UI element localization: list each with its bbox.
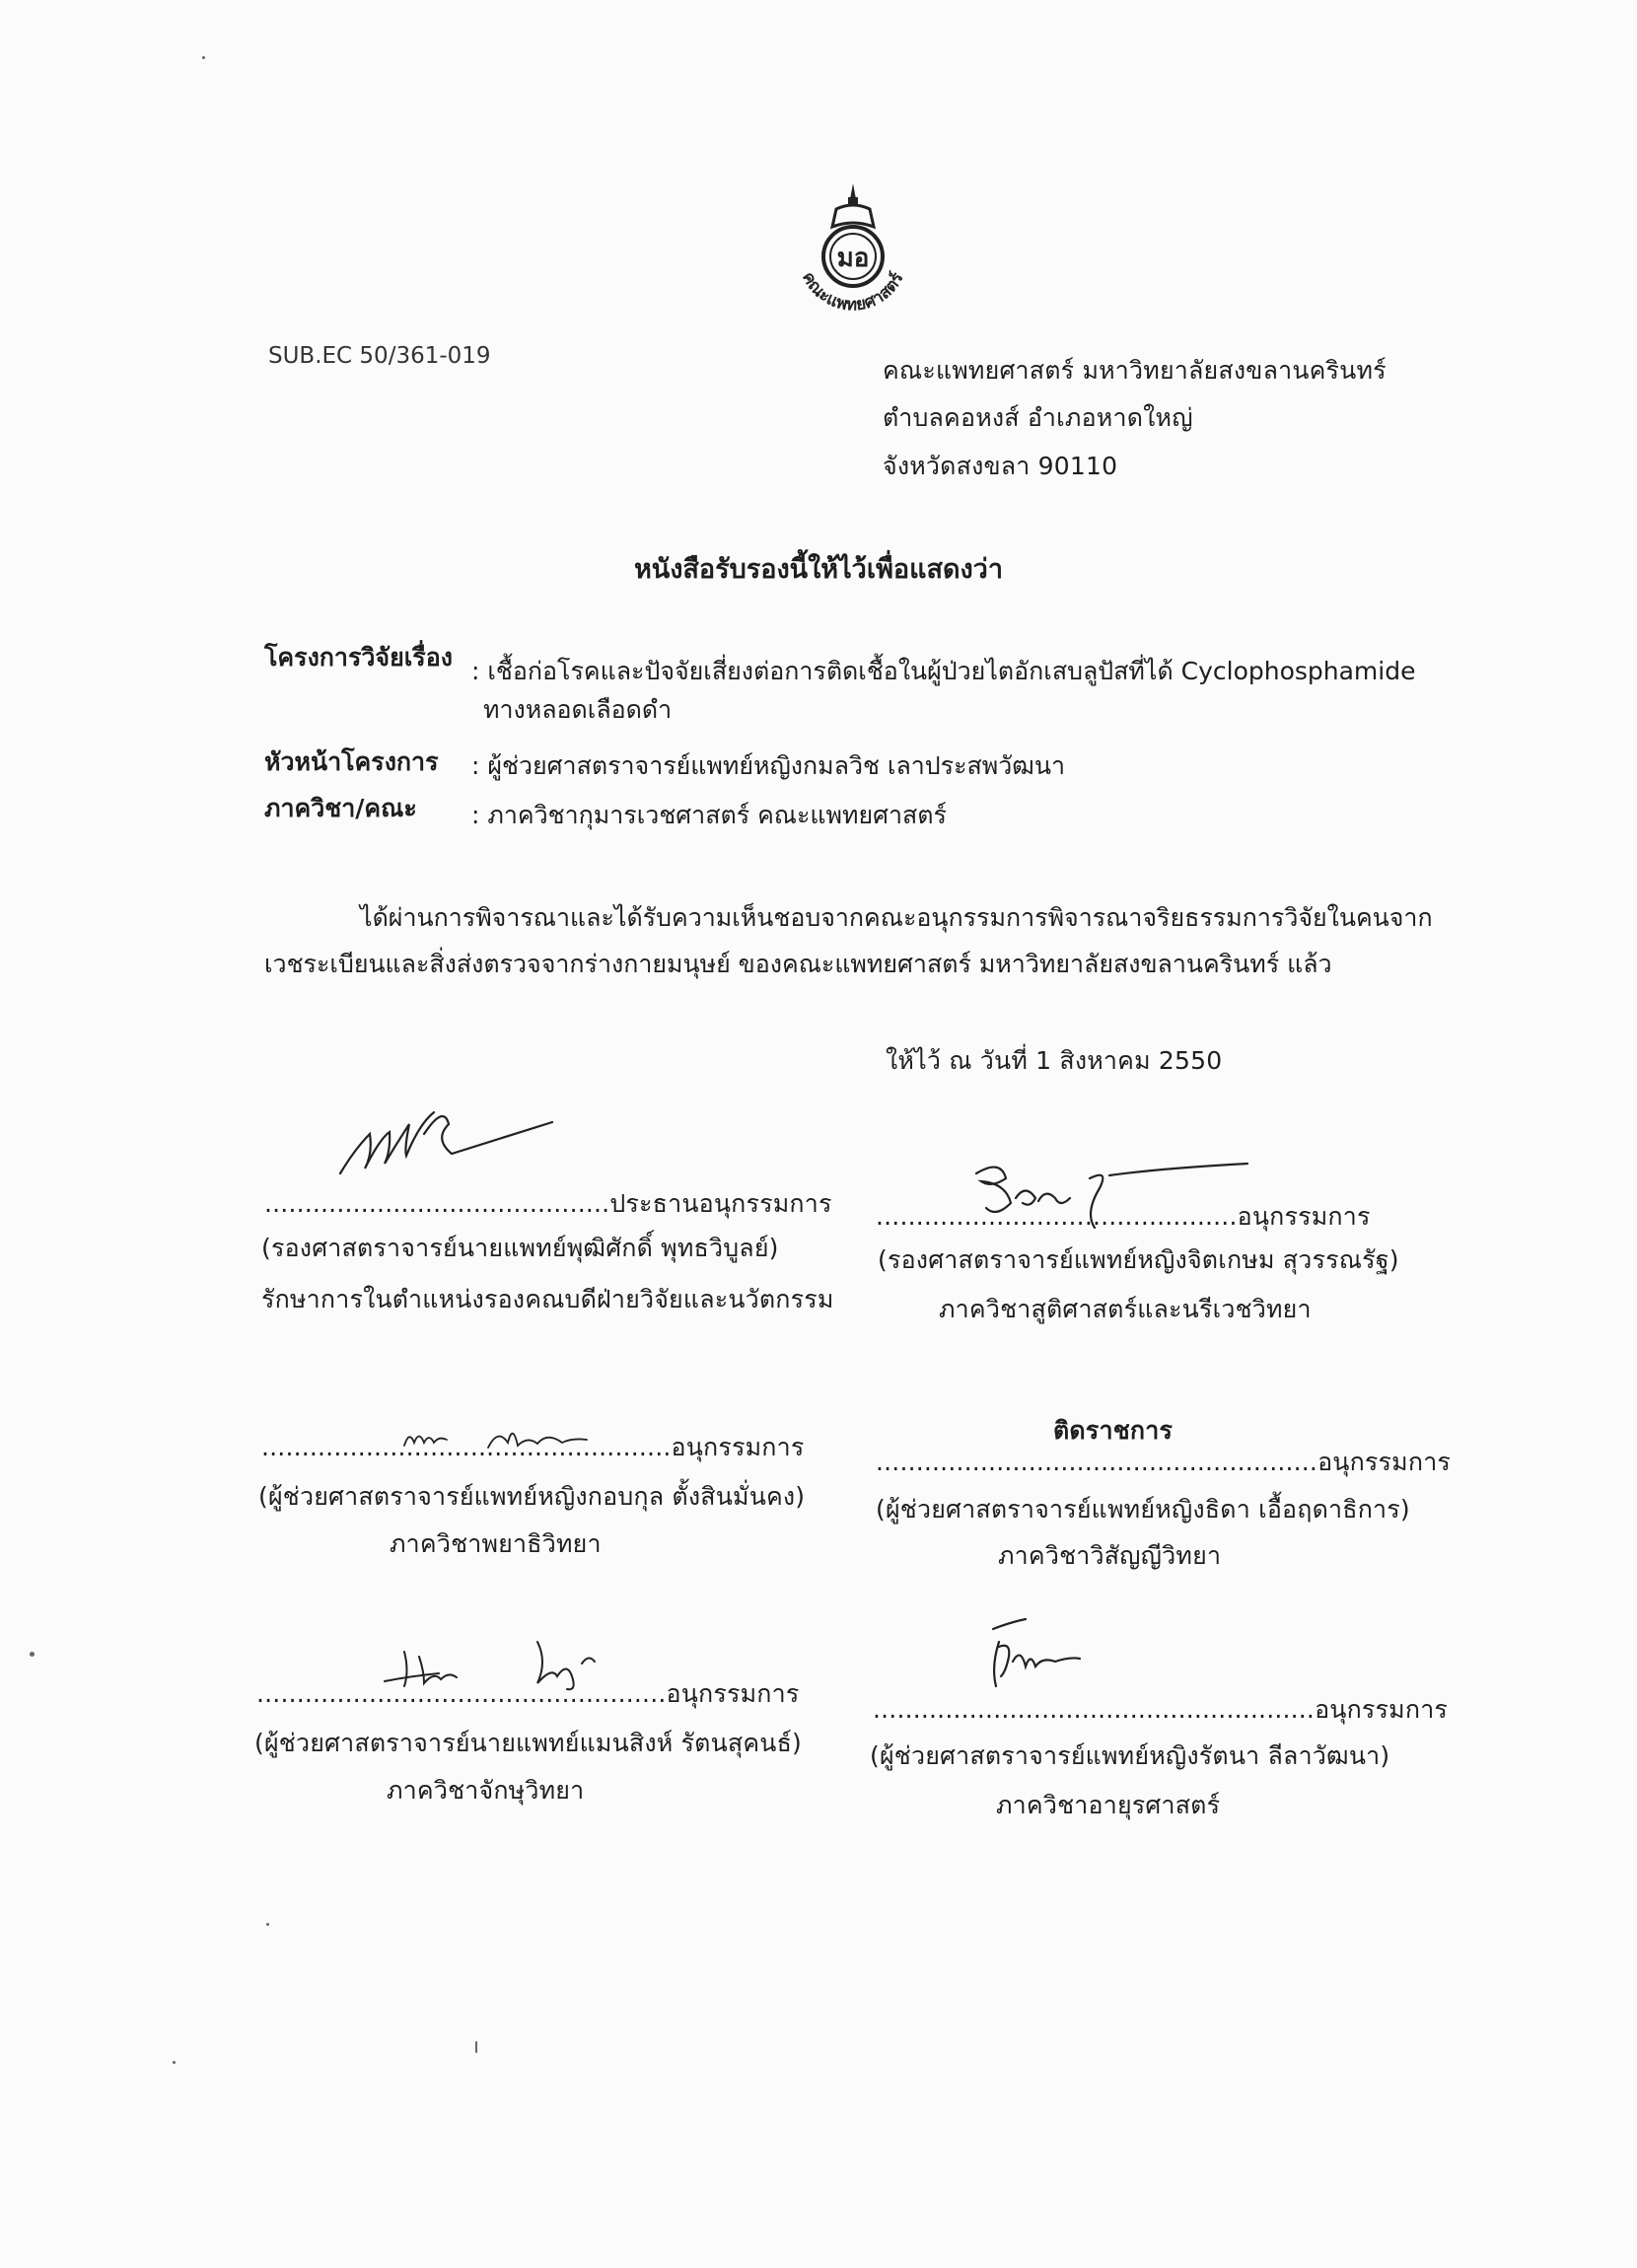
member4-name: (ผู้ช่วยศาสตราจารย์นายแพทย์แมนสิงห์ รัตนสุคนธ์)	[254, 1729, 802, 1757]
member3-sign-line	[876, 1447, 1451, 1478]
scan-speck	[30, 1652, 35, 1657]
member4-dots: ...................................................	[256, 1679, 667, 1708]
member5-sign-line	[873, 1694, 1448, 1726]
body-line-1: ได้ผ่านการพิจารณาและได้รับความเห็นชอบจากคณะอนุกรรมการพิจารณาจริยธรรมการวิจัยในคนจาก	[360, 903, 1433, 932]
member4-sign-line	[256, 1678, 799, 1710]
chair-signature	[335, 1095, 572, 1183]
member5-role: อนุกรรมการ	[1315, 1695, 1449, 1724]
member1-dots: .............................................	[876, 1202, 1238, 1231]
chair-position: รักษาการในตำแหน่งรองคณบดีฝ่ายวิจัยและนวัตกรรม	[261, 1285, 834, 1313]
address-line-3: จังหวัดสงขลา 90110	[883, 452, 1118, 480]
member1-position: ภาควิชาสูติศาสตร์และนรีเวชวิทยา	[939, 1295, 1312, 1323]
chair-sign-line	[264, 1188, 832, 1220]
member2-sign-line	[261, 1432, 804, 1463]
member2-role: อนุกรรมการ	[671, 1433, 805, 1461]
member2-position: ภาควิชาพยาธิวิทยา	[390, 1529, 602, 1558]
member3-role: อนุกรรมการ	[1317, 1448, 1452, 1476]
department-label: ภาควิชา/คณะ	[264, 794, 417, 822]
faculty-seal-icon	[779, 179, 927, 337]
chair-name: (รองศาสตราจารย์นายแพทย์พุฒิศักดิ์ พุทธวิบูลย์)	[261, 1234, 779, 1262]
member3-name: (ผู้ช่วยศาสตราจารย์แพทย์หญิงธิดา เอื้อฤดาธิการ)	[876, 1495, 1410, 1524]
member1-role: อนุกรรมการ	[1237, 1202, 1371, 1231]
reference-number: SUB.EC 50/361-019	[268, 343, 491, 369]
seal-center-text: มอ	[836, 244, 870, 273]
member5-name: (ผู้ช่วยศาสตราจารย์แพทย์หญิงรัตนา ลีลาวัฒนา)	[870, 1741, 1390, 1770]
address-line-1: คณะแพทยศาสตร์ มหาวิทยาลัยสงขลานครินทร์	[883, 356, 1387, 385]
seal-arc-text: คณะแพทยศาสตร์	[798, 268, 908, 316]
member4-role: อนุกรรมการ	[666, 1679, 800, 1708]
member3-dots: .......................................................	[876, 1448, 1318, 1476]
department-value: : ภาควิชากุมารเวชศาสตร์ คณะแพทยศาสตร์	[471, 801, 947, 829]
scan-speck	[475, 2041, 477, 2053]
member5-dots: .......................................................	[873, 1695, 1316, 1724]
body-line-2: เวชระเบียนและสิ่งส่งตรวจจากร่างกายมนุษย์ ของคณะแพทยศาสตร์ มหาวิทยาลัยสงขลานครินทร์ แล้ว	[264, 950, 1332, 978]
issue-date: ให้ไว้ ณ วันที่ 1 สิงหาคม 2550	[886, 1046, 1223, 1075]
head-value: : ผู้ช่วยศาสตราจารย์แพทย์หญิงกมลวิช เลาประสพวัฒนา	[471, 751, 1066, 780]
head-label: หัวหน้าโครงการ	[264, 747, 439, 776]
chair-dots: ...........................................	[264, 1189, 610, 1218]
chair-role: ประธานอนุกรรมการ	[609, 1189, 832, 1218]
member1-sign-line	[876, 1201, 1371, 1233]
member2-dots: ...................................................	[261, 1433, 672, 1461]
member5-position: ภาควิชาอายุรศาสตร์	[996, 1791, 1221, 1819]
page-title: หนังสือรับรองนี้ให้ไว้เพื่อแสดงว่า	[633, 554, 1004, 585]
scan-speck	[173, 2061, 176, 2064]
member5-signature	[981, 1617, 1090, 1696]
member3-status: ติดราชการ	[1053, 1416, 1174, 1445]
member4-position: ภาควิชาจักษุวิทยา	[387, 1776, 585, 1805]
address-line-2: ตำบลคอหงส์ อำเภอหาดใหญ่	[883, 403, 1193, 432]
member1-name: (รองศาสตราจารย์แพทย์หญิงจิตเกษม สุวรรณรัฐ)	[878, 1245, 1399, 1274]
scan-speck	[266, 1923, 269, 1926]
member2-name: (ผู้ช่วยศาสตราจารย์แพทย์หญิงกอบกุล ตั้งสินมั่นคง)	[258, 1482, 806, 1511]
svg-text:คณะแพทยศาสตร์	[798, 268, 908, 315]
project-label: โครงการวิจัยเรื่อง	[264, 643, 453, 672]
project-title-line-1: : เชื้อก่อโรคและปัจจัยเสี่ยงต่อการติดเชื้อในผู้ป่วยไตอักเสบลูปัสที่ได้ Cyclophosphamide	[471, 657, 1416, 685]
scan-speck	[202, 56, 205, 59]
member3-position: ภาควิชาวิสัญญีวิทยา	[998, 1541, 1222, 1570]
project-title-line-2: ทางหลอดเลือดดำ	[483, 695, 673, 724]
